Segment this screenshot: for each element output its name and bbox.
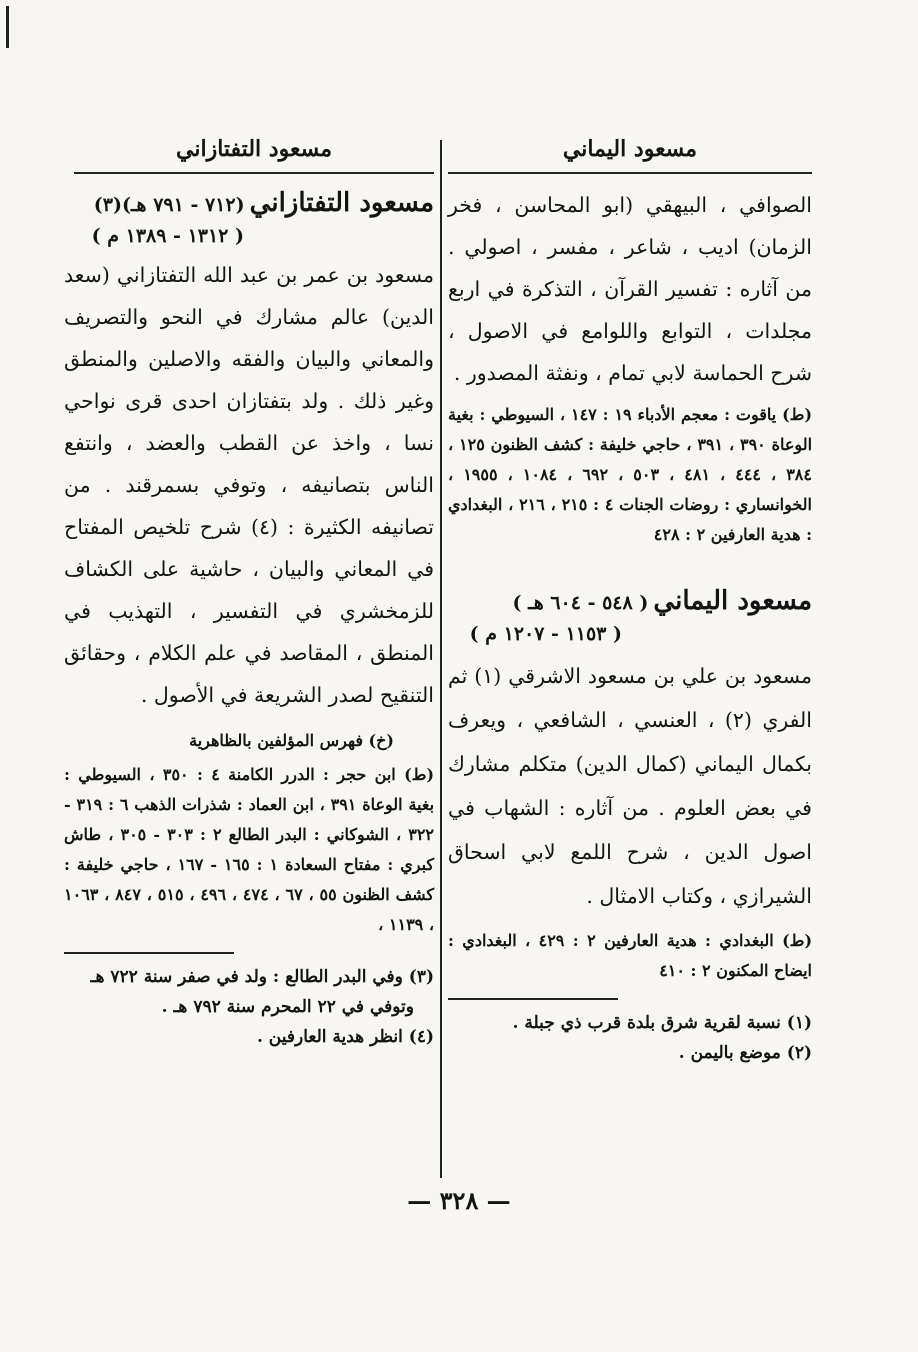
entry-heading [448, 582, 812, 648]
scan-edge-mark [6, 6, 9, 48]
footnote-divider [448, 998, 618, 1000]
right-running-header: مسعود اليماني [448, 132, 812, 174]
entry-title: مسعود التفتازاني [249, 188, 434, 218]
right-column [448, 132, 812, 1068]
footnote-divider [64, 952, 234, 954]
page-number: — ٣٢٨ — [407, 1186, 511, 1215]
source-manuscripts: (خ) فهرس المؤلفين بالظاهرية [189, 731, 394, 750]
entry-title: مسعود اليماني [653, 586, 812, 616]
continued-entry-paragraph: الصوافي ، البيهقي (ابو المحاسن ، فخر الزمان) اديب ، شاعر ، مفسر ، اصولي . من آثاره : تفسير القرآن ، التذكرة في اربع مجلدات ، التوابع واللوامع في الاصول ، شرح الحماسة لابي تمام ، ونفثة المصدور . [448, 193, 812, 385]
entry-heading [64, 184, 434, 250]
entry-spacer [448, 550, 812, 582]
entry-paragraph: مسعود بن علي بن مسعود الاشرقي (١) ثم الفري (٢) ، العنسي ، الشافعي ، ويعرف بكمال اليماني (كمال الدين) متكلم مشارك في بعض العلوم . من آثاره : الشهاب في اصول الدين ، شرح اللمع لابي اسحاق الشيرازي ، وكتاب الامثال . [448, 664, 812, 908]
continued-entry-references: (ط) ياقوت : معجم الأدباء ١٩ : ١٤٧ ، السيوطي : بغية الوعاة ٣٩٠ ، ٣٩١ ، حاجي خليفة : كشف الظنون ١٢٥ ، ٣٨٤ ، ٤٤٤ ، ٤٨١ ، ٥٠٣ ، ٦٩٢ ، ١٠٨٤ ، ١٩٥٥ ، الخوانساري : روضات الجنات ٤ : ٢١٥ ، ٢١٦ ، البغدادي : هدية العارفين ٢ : ٤٢٨ [448, 405, 813, 544]
footnote-3-continued: وتوفي في ٢٢ المحرم سنة ٧٩٢ هـ . [161, 997, 414, 1017]
footnote-2: (٢) موضع باليمن . [678, 1043, 812, 1063]
footnote-1: (١) نسبة لقرية شرق بلدة قرب ذي جبلة . [512, 1013, 812, 1033]
entry-paragraph: مسعود بن عمر بن عبد الله التفتازاني (سعد الدين) عالم مشارك في النحو والتصريف والمعاني والبيان والفقه والاصلين والمنطق وغير ذلك . ولد بتفتازان احدى قرى نواحي نسا ، واخذ عن القطب والعضد ، وانتفع الناس بتصانيفه ، وتوفي بسمرقند . من تصانيفه الكثيرة : (٤) شرح تلخيص المفتاح في المعاني والبيان ، حاشية على الكشاف للزمخشري في التفسير ، التهذيب في المنطق ، المقاصد في علم الكلام ، وحقائق التنقيح لصدر الشريعة في الأصول . [64, 263, 435, 707]
entry-references: (ط) البغدادي : هدية العارفين ٢ : ٤٢٩ ، البغدادي : ايضاح المكنون ٢ : ٤١٠ [448, 931, 813, 980]
footnote-4: (٤) انظر هدية العارفين . [256, 1027, 434, 1047]
left-column [64, 132, 434, 1052]
entry-dates-hijri: ( ٥٤٨ - ٦٠٤ هـ ) [512, 592, 649, 614]
entry-references: (ط) ابن حجر : الدرر الكامنة ٤ : ٣٥٠ ، السيوطي : بغية الوعاة ٣٩١ ، ابن العماد : شذرات الذهب ٦ : ٣١٩ - ٣٢٢ ، الشوكاني : البدر الطالع ٢ : ٣٠٣ - ٣٠٥ ، طاش كبري : مفتاح السعادة ١ : ١٦٥ - ١٦٧ ، حاجي خليفة : كشف الظنون ٥٥ ، ٦٧ ، ٤٧٤ ، ٤٩٦ ، ٥١٥ ، ٨٤٧ ، ١٠٦٣ ، ١١٣٩ ، [64, 765, 435, 934]
entry-dates-hijri: (٧١٢ - ٧٩١ هـ)(٣) [93, 194, 245, 216]
left-running-header: مسعود التفتازاني [74, 132, 434, 174]
footnote-3: (٣) وفي البدر الطالع : ولد في صفر سنة ٧٢٢ هـ [90, 967, 434, 987]
entry-dates-ad: ( ١٣١٢ - ١٣٨٩ م ) [91, 225, 244, 247]
entry-dates-ad: ( ١١٥٣ - ١٢٠٧ م ) [469, 623, 622, 645]
column-divider [440, 140, 442, 1178]
